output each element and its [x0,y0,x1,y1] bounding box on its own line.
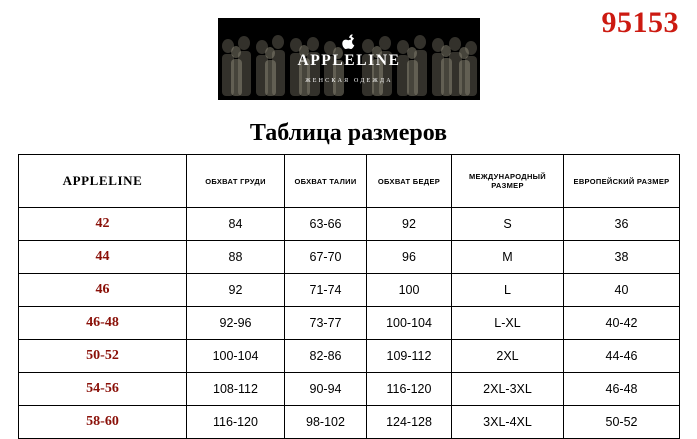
cell-waist: 63-66 [285,208,367,241]
cell-european: 38 [564,241,680,274]
table-row [19,406,680,439]
cell-hips: 116-120 [367,373,452,406]
table-row [19,373,680,406]
apple-icon-svg [342,34,357,51]
brand-name: APPLELINE [297,52,401,69]
apple-icon [274,34,424,51]
brand-logo [218,18,480,100]
cell-international: L [452,274,564,307]
table-body [19,208,680,439]
cell-bust: 116-120 [187,406,285,439]
cell-european: 40 [564,274,680,307]
cell-international: L-XL [452,307,564,340]
table-row [19,274,680,307]
cell-size: 46-48 [19,307,187,340]
brand-tagline: ЖЕНСКАЯ ОДЕЖДА [305,78,393,84]
cell-waist: 90-94 [285,373,367,406]
cell-size: 46 [19,274,187,307]
article-number: 95153 [601,6,679,39]
cell-waist: 73-77 [285,307,367,340]
cell-european: 36 [564,208,680,241]
cell-hips: 92 [367,208,452,241]
size-table-wrapper [18,154,679,439]
cell-bust: 88 [187,241,285,274]
cell-international: M [452,241,564,274]
cell-hips: 100-104 [367,307,452,340]
header-hips: ОБХВАТ БЕДЕР [367,155,452,208]
cell-european: 50-52 [564,406,680,439]
cell-waist: 71-74 [285,274,367,307]
table-header-row [19,155,680,208]
cell-international: 2XL-3XL [452,373,564,406]
cell-european: 40-42 [564,307,680,340]
header-waist: ОБХВАТ ТАЛИИ [285,155,367,208]
size-table [18,154,680,439]
cell-hips: 109-112 [367,340,452,373]
cell-european: 44-46 [564,340,680,373]
cell-european: 46-48 [564,373,680,406]
cell-waist: 98-102 [285,406,367,439]
page-header [0,0,697,110]
table-row [19,340,680,373]
cell-size: 58-60 [19,406,187,439]
cell-bust: 84 [187,208,285,241]
cell-waist: 82-86 [285,340,367,373]
cell-international: 3XL-4XL [452,406,564,439]
header-european-size: ЕВРОПЕЙСКИЙ РАЗМЕР [564,155,680,208]
page-title: Таблица размеров [249,120,448,146]
cell-bust: 108-112 [187,373,285,406]
table-header [19,155,680,208]
header-international-size: МЕЖДУНАРОДНЫЙ РАЗМЕР [452,155,564,208]
table-row [19,307,680,340]
cell-hips: 96 [367,241,452,274]
cell-international: S [452,208,564,241]
cell-hips: 100 [367,274,452,307]
header-bust: ОБХВАТ ГРУДИ [187,155,285,208]
cell-international: 2XL [452,340,564,373]
cell-bust: 92 [187,274,285,307]
cell-waist: 67-70 [285,241,367,274]
cell-size: 44 [19,241,187,274]
cell-size: 54-56 [19,373,187,406]
cell-hips: 124-128 [367,406,452,439]
cell-size: 50-52 [19,340,187,373]
header-brand: APPLELINE [19,155,187,208]
table-row [19,241,680,274]
cell-size: 42 [19,208,187,241]
cell-bust: 92-96 [187,307,285,340]
cell-bust: 100-104 [187,340,285,373]
table-row [19,208,680,241]
